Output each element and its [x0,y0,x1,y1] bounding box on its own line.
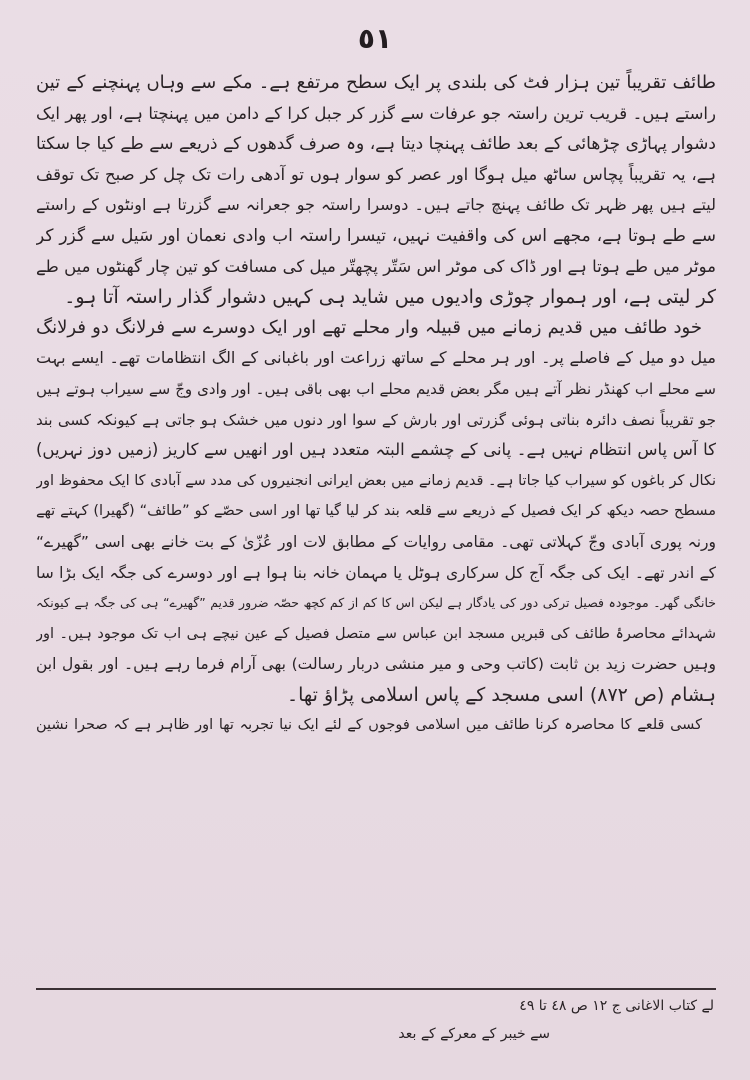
text-line: سے محلے اب کھنڈر نظر آتے ہیں مگر بعض قدیم محلے اب بھی باقی ہیں۔ اور وادی وجّ سے سیراب ہوتے ہیں [36,379,716,398]
text-line: کا آس پاس انتظام نہیں ہے۔ پانی کے چشمے البتہ متعدد ہیں اور انھیں سے کاریز (زمیں دوز نہریں) [36,440,716,460]
body-text [36,68,716,741]
text-line: کے اندر تھے۔ ایک کی جگہ آج کل سرکاری ہوٹل یا مہمان خانہ بنا ہوا ہے اور دوسرے کی جگہ ایک بڑا سا [36,563,716,582]
text-line: خود طائف میں قدیم زمانے میں قبیلہ وار محلے تھے اور ایک دوسرے سے فرلانگ دو فرلانگ [36,316,702,338]
footnote: لے کتاب الاغانی ج ١٢ ص ٤٨ تا ٤٩ [519,998,714,1014]
text-line: دشوار پہاڑی چڑھائی کے بعد طائف پہنچا دیتا ہے، وہ صرف گدھوں کے ذریعے سے طے کیا جا سکتا [36,134,716,155]
text-line: وہیں حضرت زید بن ثابت (کاتب وحی و میر منشی دربار رسالت) بھی آرام فرما رہے ہیں۔ اور بقول ابن [36,655,716,674]
text-line: میل دو میل کے فاصلے پر۔ اور ہر محلے کے ساتھ زراعت اور باغبانی کے الگ انتظامات تھے۔ ایسے بہت [36,348,716,368]
footnote-divider [36,988,716,990]
text-line: ورنہ پوری آبادی وجّ کہلاتی تھی۔ مقامی روایات کے مطابق لات اور عُزّیٰ کے بت خانے بھی اسی ”گھیرے“ [36,532,716,551]
text-line: موٹر میں طے ہوتا ہے اور ڈاک کی موٹر اس سَتّر پچھتّر میل کی مسافت کو تین چار گھنٹوں میں طے [36,256,716,276]
footnote: سے خیبر کے معرکے کے بعد [398,1026,550,1042]
text-line: جو تقریباً نصف دائرہ بناتی ہوئی گزرتی اور بارش کے سوا اور دنوں میں خشک ہو جاتی ہے کیونکہ کسی بند [36,410,716,429]
page-number: ٥١ [357,22,393,55]
text-line: طائف تقریباً تین ہزار فٹ کی بلندی پر ایک سطح مرتفع ہے۔ مکے سے وہاں پہنچنے کے تین [36,72,716,93]
text-line: کسی قلعے کا محاصرہ کرنا طائف میں اسلامی فوجوں کے لئے ایک نیا تجربہ تھا اور ظاہر ہے کہ صحرا نشین [36,717,702,734]
text-line: سے طے ہوتا ہے، مجھے اس کی واقفیت نہیں، تیسرا راستہ اب وادی نعمان اور سَیل سے گزر کر [36,225,716,246]
text-line: ہے، یہ تقریباً پچاس ساٹھ میل ہوگا اور عصر کو سوار ہوں تو آدھی رات تک چل کر صبح تک توقف [36,164,716,184]
text-line: شہدائے محاصرۂ طائف کی قبریں مسجد ابن عباس سے متصل فصیل کے عین نیچے ہی اب تک موجود ہیں۔ اور [36,625,716,642]
text-line: نکال کر باغوں کو سیراب کیا جاتا ہے۔ قدیم زمانے میں بعض ایرانی انجنیروں کی مدد سے آبادی کا ایک محفوظ اور [36,472,716,489]
text-line: ہشام (ص ٨٧٢) اسی مسجد کے پاس اسلامی پڑاؤ تھا۔ [286,683,716,706]
text-line: کر لیتی ہے، اور ہموار چوڑی وادیوں میں شاید ہی کہیں دشوار گذار راستہ آتا ہو۔ [64,286,716,309]
text-line: راستے ہیں۔ قریب ترین راستہ جو عرفات سے گزر کر جبل کرا کے دامن میں پہنچتا ہے، اور پھر ایک [36,103,716,123]
text-line: خانگی گھر۔ موجودہ فصیل ترکی دور کی یادگار ہے لیکن اس کا کم از کم کچھ حصّہ ضرور قدیم ”گھیرے“ ہی کی جگہ ہے کیونکہ [36,595,716,611]
text-line: مسطح حصہ دیکھ کر ایک فصیل کے ذریعے سے قلعہ بند کر لیا گیا تھا اور اسی حصّے کو ”طائف“ (گھیرا) کہتے تھے [36,503,716,520]
text-line: لیتے ہیں پھر ظہر تک طائف پہنچ جاتے ہیں۔ دوسرا راستہ جو جعرانہ سے گزرتا ہے اونٹوں کے راستے [36,195,716,215]
